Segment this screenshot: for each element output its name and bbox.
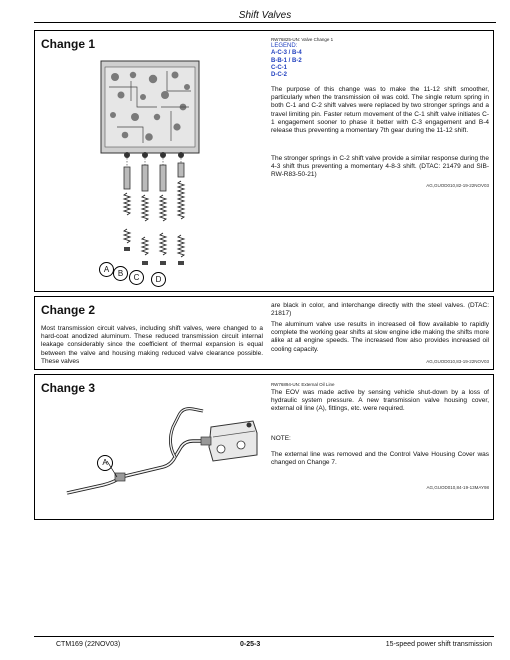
change2-reference: AG,GUOD010,83-19-22NOV03 bbox=[426, 359, 489, 364]
change2-section bbox=[34, 296, 494, 370]
change3-note: NOTE: bbox=[271, 435, 291, 442]
change3-figure-label: RW76894-UN: External Oil Line bbox=[271, 382, 335, 387]
legend-item-c: C-C-1 bbox=[271, 64, 287, 71]
footer-rule bbox=[34, 636, 494, 637]
change1-paragraph-1: The purpose of this change was to make the 11-12 shift smoother, particularly when the transmission oil was cold. The single return spring in both C-1 and C-2 shift valves were replaced by two stronger springs and a travel limiting pin. Faster return movement of the C-1 shift valve initiates C-1 engagement sooner to phase it better with C-3 engagement and B-4 release thus preventing a momentary 7th gear during the 11-12 shift. bbox=[271, 86, 489, 135]
change2-paragraph-right-2: The aluminum valve use results in increased oil flow available to rapidly complete the working gear shifts at slow engine idle making the shifts more alike at all engine speeds. The increased flow also provides increased oil cooling capacity. bbox=[271, 321, 489, 353]
footer-manual-title: 15-speed power shift transmission bbox=[385, 641, 492, 648]
change3-section bbox=[34, 374, 494, 520]
callout-c: C bbox=[129, 270, 144, 285]
callout-a: A bbox=[97, 455, 113, 471]
change3-paragraph-2: The external line was removed and the Control Valve Housing Cover was changed on Change 7. bbox=[271, 451, 489, 467]
legend-item-b: B-B-1 / B-2 bbox=[271, 57, 302, 64]
external-oil-line-illustration bbox=[63, 397, 263, 497]
change1-title: Change 1 bbox=[41, 37, 96, 51]
change3-reference: AG,GUOD010,84-19-13MAY98 bbox=[426, 485, 489, 490]
callout-b: B bbox=[113, 266, 128, 281]
footer-page-number: 0-25-3 bbox=[240, 641, 261, 648]
callout-d: D bbox=[151, 272, 166, 287]
page-header-title: Shift Valves bbox=[238, 10, 292, 21]
legend-item-d: D-C-2 bbox=[271, 72, 287, 79]
change2-paragraph-left: Most transmission circuit valves, including shift valves, were changed to a hard-coat anodized aluminum. These reduced transmission circuit internal leakage considerably since the coefficient of thermal expansion is equal between the valve and housing making reduced valve clearance possible. These valves bbox=[41, 325, 263, 365]
change3-paragraph-1: The EOV was made active by sensing vehicle shut-down by a loss of hydraulic system pressure. A new transmission valve housing cover, external oil line (A), fittings, etc. were required. bbox=[271, 389, 489, 413]
change2-paragraph-right-1: are black in color, and interchange directly with the steel valves. (DTAC: 21817) bbox=[271, 302, 489, 318]
change1-reference: AG,GUOD010,82-19-22NOV03 bbox=[426, 183, 489, 188]
legend-heading: LEGEND: bbox=[271, 43, 298, 49]
change2-title: Change 2 bbox=[41, 303, 96, 317]
change3-title: Change 3 bbox=[41, 381, 96, 395]
header-rule bbox=[34, 22, 496, 23]
change1-paragraph-2: The stronger springs in C-2 shift valve provide a similar response during the 4-3 shift thus preventing a momentary 4-8-3 shift. (DTAC: 21479 and SIB-RW-R83-50-21) bbox=[271, 155, 489, 179]
change1-section bbox=[34, 30, 494, 292]
legend-item-a: A-C-3 / B-4 bbox=[271, 50, 302, 57]
footer-manual-id: CTM169 (22NOV03) bbox=[56, 641, 121, 648]
change1-legend bbox=[271, 43, 302, 79]
valve-body-illustration bbox=[97, 51, 207, 291]
callout-a: A bbox=[99, 262, 114, 277]
change1-figure-label: RW76825-UN: Valve Change 1 bbox=[271, 37, 334, 42]
